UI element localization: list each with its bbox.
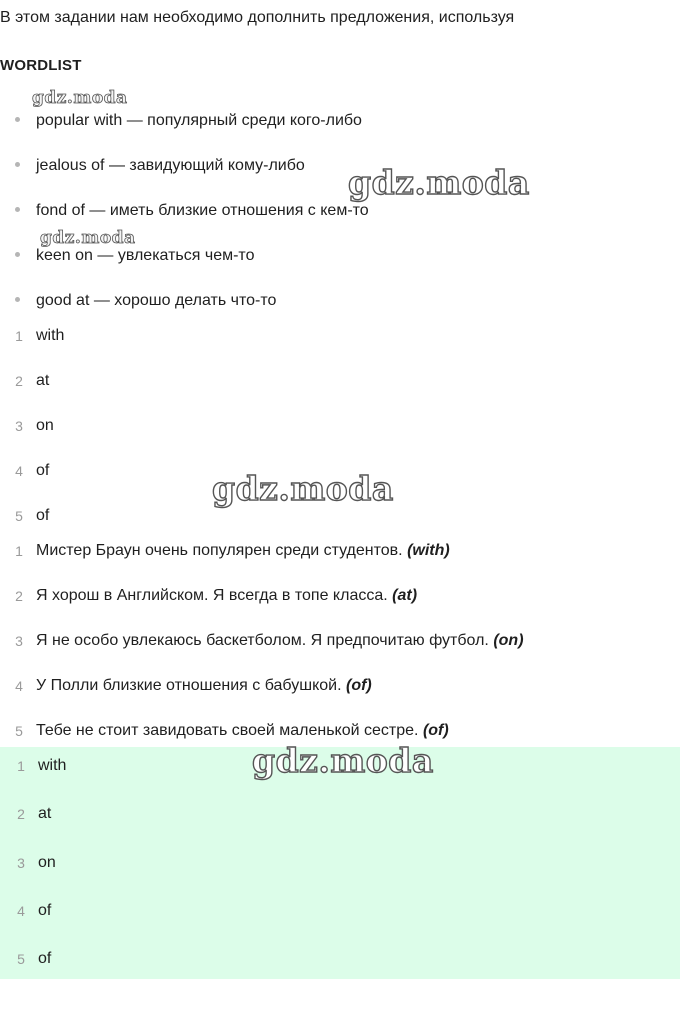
bullet-icon xyxy=(15,297,20,302)
item-number: 5 xyxy=(15,508,23,524)
item-text: at xyxy=(38,805,52,823)
answer-highlight: (at) xyxy=(392,587,418,604)
item-number: 5 xyxy=(17,951,25,968)
translation-list xyxy=(0,540,680,765)
item-text: of xyxy=(38,901,52,919)
wordlist-item-text: keen on — увлекаться чем-то xyxy=(36,247,255,264)
sentence: У Полли близкие отношения с бабушкой. xyxy=(36,677,342,694)
list-item xyxy=(0,540,680,585)
bullet-icon xyxy=(15,162,20,167)
sentence: Я хорош в Английском. Я всегда в топе класса. xyxy=(36,587,388,604)
item-number: 3 xyxy=(17,854,25,871)
answer-highlight: (of) xyxy=(345,677,372,694)
sentence: Я не особо увлекаюсь баскетболом. Я предпочитаю футбол. xyxy=(36,632,489,649)
item-number: 3 xyxy=(15,633,23,649)
intro-text: В этом задании нам необходимо дополнить предложения, используя xyxy=(0,9,515,26)
answer-highlight: (with) xyxy=(407,542,450,559)
list-item xyxy=(0,844,680,892)
item-text xyxy=(36,585,417,607)
list-item xyxy=(0,892,680,940)
item-number: 4 xyxy=(17,902,25,919)
watermark: gdz.moda xyxy=(32,88,128,108)
wordlist-item-text: popular with — популярный среди кого-либо xyxy=(36,112,362,129)
wordlist-item xyxy=(0,110,680,155)
item-text xyxy=(36,675,372,697)
wordlist-item-text: fond of — иметь близкие отношения с кем-то xyxy=(36,202,369,219)
wordlist-heading: WORDLIST xyxy=(0,57,82,74)
wordlist-item xyxy=(0,200,680,245)
final-answer-block xyxy=(0,747,680,979)
wordlist-item-text: good at — хорошо делать что-то xyxy=(36,292,277,309)
item-text xyxy=(36,630,524,652)
item-text: with xyxy=(38,757,67,774)
item-number: 4 xyxy=(15,463,23,479)
watermark: gdz.moda xyxy=(252,741,434,780)
item-number: 5 xyxy=(15,723,23,739)
item-text: of xyxy=(38,950,52,968)
bullet-icon xyxy=(15,252,20,257)
list-item xyxy=(0,370,680,415)
item-number: 2 xyxy=(15,588,23,604)
item-number: 1 xyxy=(15,328,23,344)
item-number: 2 xyxy=(15,373,23,389)
sentence: Мистер Браун очень популярен среди студентов. xyxy=(36,542,403,559)
item-text xyxy=(36,540,450,562)
list-item xyxy=(0,415,680,460)
wordlist-item xyxy=(0,245,680,290)
wordlist xyxy=(0,110,680,335)
item-text: of xyxy=(36,462,50,479)
item-number: 4 xyxy=(15,678,23,694)
sentence: Тебе не стоит завидовать своей маленькой сестре. xyxy=(36,722,419,739)
item-number: 3 xyxy=(15,418,23,434)
item-text: with xyxy=(36,327,65,344)
bullet-icon xyxy=(15,207,20,212)
item-text: of xyxy=(36,507,50,524)
answer-highlight: (on) xyxy=(493,632,524,649)
item-number: 1 xyxy=(17,758,25,774)
list-item xyxy=(0,325,680,370)
list-item xyxy=(0,675,680,720)
list-item xyxy=(0,795,680,843)
answer-highlight: (of) xyxy=(422,722,449,739)
watermark: gdz.moda xyxy=(212,469,394,508)
item-text: at xyxy=(36,372,50,389)
list-item xyxy=(0,940,680,988)
item-number: 2 xyxy=(17,806,25,823)
wordlist-item-text: jealous of — завидующий кому-либо xyxy=(36,157,305,174)
list-item xyxy=(0,630,680,675)
item-text: on xyxy=(36,417,54,434)
list-item xyxy=(0,585,680,630)
watermark: gdz.moda xyxy=(40,228,136,248)
item-number: 1 xyxy=(15,543,23,559)
item-text xyxy=(36,720,449,742)
list-item xyxy=(0,460,680,505)
bullet-icon xyxy=(15,117,20,122)
wordlist-item xyxy=(0,155,680,200)
item-text: on xyxy=(38,853,56,871)
answer-list xyxy=(0,325,680,550)
list-item xyxy=(0,747,680,795)
watermark: gdz.moda xyxy=(348,163,530,202)
